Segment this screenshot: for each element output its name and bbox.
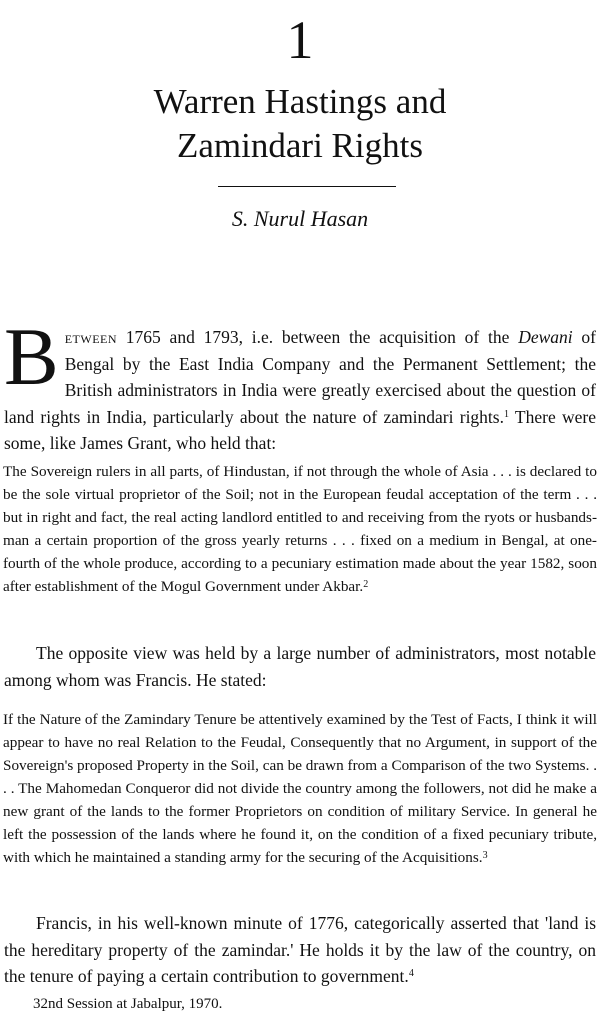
chapter-number: 1 — [286, 10, 314, 70]
paragraph-opposite-view — [4, 640, 596, 693]
page-footnote: 32nd Session at Jabalpur, 1970. — [33, 996, 223, 1012]
footnote-ref-2: 2 — [363, 579, 369, 590]
intro-paragraph — [4, 311, 596, 457]
chapter-title — [0, 80, 600, 168]
footnote-ref-1: 1 — [503, 408, 509, 420]
chapter-title-line-1: Warren Hastings and — [153, 82, 447, 121]
intro-text: 1765 and 1793, i.e. between the acquisition of the — [117, 327, 519, 347]
chapter-title-line-2: Zamindari Rights — [177, 126, 423, 165]
footnote-ref-3: 3 — [482, 850, 488, 861]
quote-1-text: The Sovereign rulers in all parts, of Hindustan, if not through the whole of Asia . . . is declared to be the sole virtual proprietor of the Soil; not in the European feudal acceptation of the term . . . but in right and fact, the real acting landlord entitled to and receiving from the ryots or husbands-man a certain proportion of the gross yearly returns . . . fixed on a medium in Bengal, at one-fourth of the whole produce, according to a pecuniary estimation made about the year 1582, soon after establishment of the Mogul Government under Akbar. — [3, 463, 597, 595]
title-divider — [218, 186, 396, 187]
block-quote-grant — [3, 460, 597, 598]
intro-text-3: There were some, like James Grant, who held that: — [4, 406, 596, 453]
paragraph-2-text: The opposite view was held by a large number of administrators, most notable among whom was Francis. He stated: — [4, 643, 596, 690]
paragraph-francis-minute — [4, 910, 596, 990]
intro-italic-term: Dewani — [518, 327, 573, 347]
intro-text-2: of Bengal by the East India Company and the Permanent Settlement; the British administrators in India were greatly exercised about the question of land rights in India, particularly about the nature of zamindari rights. — [4, 327, 596, 427]
block-quote-francis — [3, 708, 597, 869]
chapter-author: S. Nurul Hasan — [231, 206, 369, 231]
paragraph-3-text: Francis, in his well-known minute of 1776, categorically asserted that 'land is the hereditary property of the zamindar.' He holds it by the law of the country, on the tenure of paying a certain contribution to government. — [4, 913, 596, 986]
quote-2-text: If the Nature of the Zamindary Tenure be attentively examined by the Test of Facts, I think it will appear to have no real Relation to the Feudal, Consequently that no Argument, in support of the Sovereign's proposed Property in the Soil, can be drawn from a Comparison of the two Systems. . . . The Mahomedan Conqueror did not divide the country among the followers, not did he make a new grant of the lands to the former Proprietors on condition of military Service. In general he left the possession of the lands where he found it, on the condition of a fixed pecuniary tribute, with which he maintained a standing army for the securing of the Acquisitions. — [3, 711, 597, 866]
footnote-ref-4: 4 — [408, 968, 414, 979]
intro-smallcaps: etween — [64, 327, 118, 347]
drop-cap: B — [4, 311, 59, 402]
